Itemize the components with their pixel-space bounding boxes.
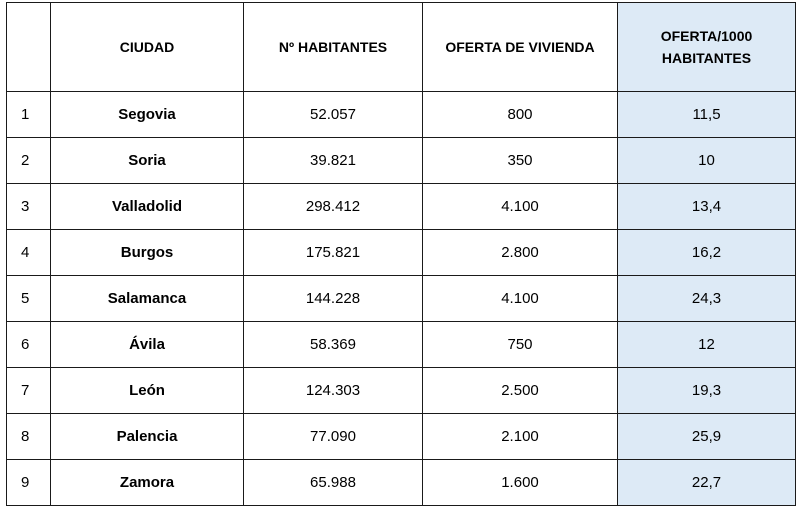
offer-per-1000-cell: 11,5 [618, 92, 796, 138]
row-index-cell: 5 [7, 276, 51, 322]
row-index-cell: 6 [7, 322, 51, 368]
city-cell: Valladolid [51, 184, 244, 230]
offer-per-1000-cell: 12 [618, 322, 796, 368]
city-cell: León [51, 368, 244, 414]
header-offer-per-1000-line2: HABITANTES [661, 50, 752, 66]
housing-offer-cell: 2.500 [423, 368, 618, 414]
population-cell: 65.988 [244, 460, 423, 506]
row-index-cell: 8 [7, 414, 51, 460]
row-index-cell: 3 [7, 184, 51, 230]
header-row [7, 3, 796, 92]
table-row [7, 138, 796, 184]
row-index-cell: 2 [7, 138, 51, 184]
header-housing-offer: OFERTA DE VIVIENDA [423, 3, 618, 92]
population-cell: 124.303 [244, 368, 423, 414]
population-cell: 298.412 [244, 184, 423, 230]
population-cell: 52.057 [244, 92, 423, 138]
table-row [7, 322, 796, 368]
header-offer-per-1000 [618, 3, 796, 92]
city-cell: Salamanca [51, 276, 244, 322]
offer-per-1000-cell: 25,9 [618, 414, 796, 460]
population-cell: 144.228 [244, 276, 423, 322]
row-index-cell: 4 [7, 230, 51, 276]
population-cell: 77.090 [244, 414, 423, 460]
offer-per-1000-cell: 16,2 [618, 230, 796, 276]
table-row [7, 92, 796, 138]
population-cell: 39.821 [244, 138, 423, 184]
housing-offer-cell: 4.100 [423, 184, 618, 230]
offer-per-1000-cell: 24,3 [618, 276, 796, 322]
table-row [7, 368, 796, 414]
table-row [7, 184, 796, 230]
offer-per-1000-cell: 10 [618, 138, 796, 184]
housing-offer-cell: 750 [423, 322, 618, 368]
table-row [7, 230, 796, 276]
city-cell: Segovia [51, 92, 244, 138]
city-cell: Burgos [51, 230, 244, 276]
housing-offer-table [6, 2, 796, 506]
housing-offer-cell: 800 [423, 92, 618, 138]
city-cell: Zamora [51, 460, 244, 506]
population-cell: 58.369 [244, 322, 423, 368]
table-row [7, 276, 796, 322]
table-row [7, 414, 796, 460]
housing-offer-cell: 1.600 [423, 460, 618, 506]
city-cell: Soria [51, 138, 244, 184]
offer-per-1000-cell: 13,4 [618, 184, 796, 230]
row-index-cell: 1 [7, 92, 51, 138]
header-city: CIUDAD [51, 3, 244, 92]
housing-offer-cell: 350 [423, 138, 618, 184]
population-cell: 175.821 [244, 230, 423, 276]
housing-offer-cell: 2.100 [423, 414, 618, 460]
row-index-cell: 7 [7, 368, 51, 414]
housing-offer-cell: 2.800 [423, 230, 618, 276]
header-index [7, 3, 51, 92]
table-body [7, 92, 796, 506]
header-offer-per-1000-line1: OFERTA/1000 [660, 28, 753, 44]
offer-per-1000-cell: 19,3 [618, 368, 796, 414]
row-index-cell: 9 [7, 460, 51, 506]
offer-per-1000-cell: 22,7 [618, 460, 796, 506]
header-population: Nº HABITANTES [244, 3, 423, 92]
housing-offer-cell: 4.100 [423, 276, 618, 322]
city-cell: Palencia [51, 414, 244, 460]
city-cell: Ávila [51, 322, 244, 368]
